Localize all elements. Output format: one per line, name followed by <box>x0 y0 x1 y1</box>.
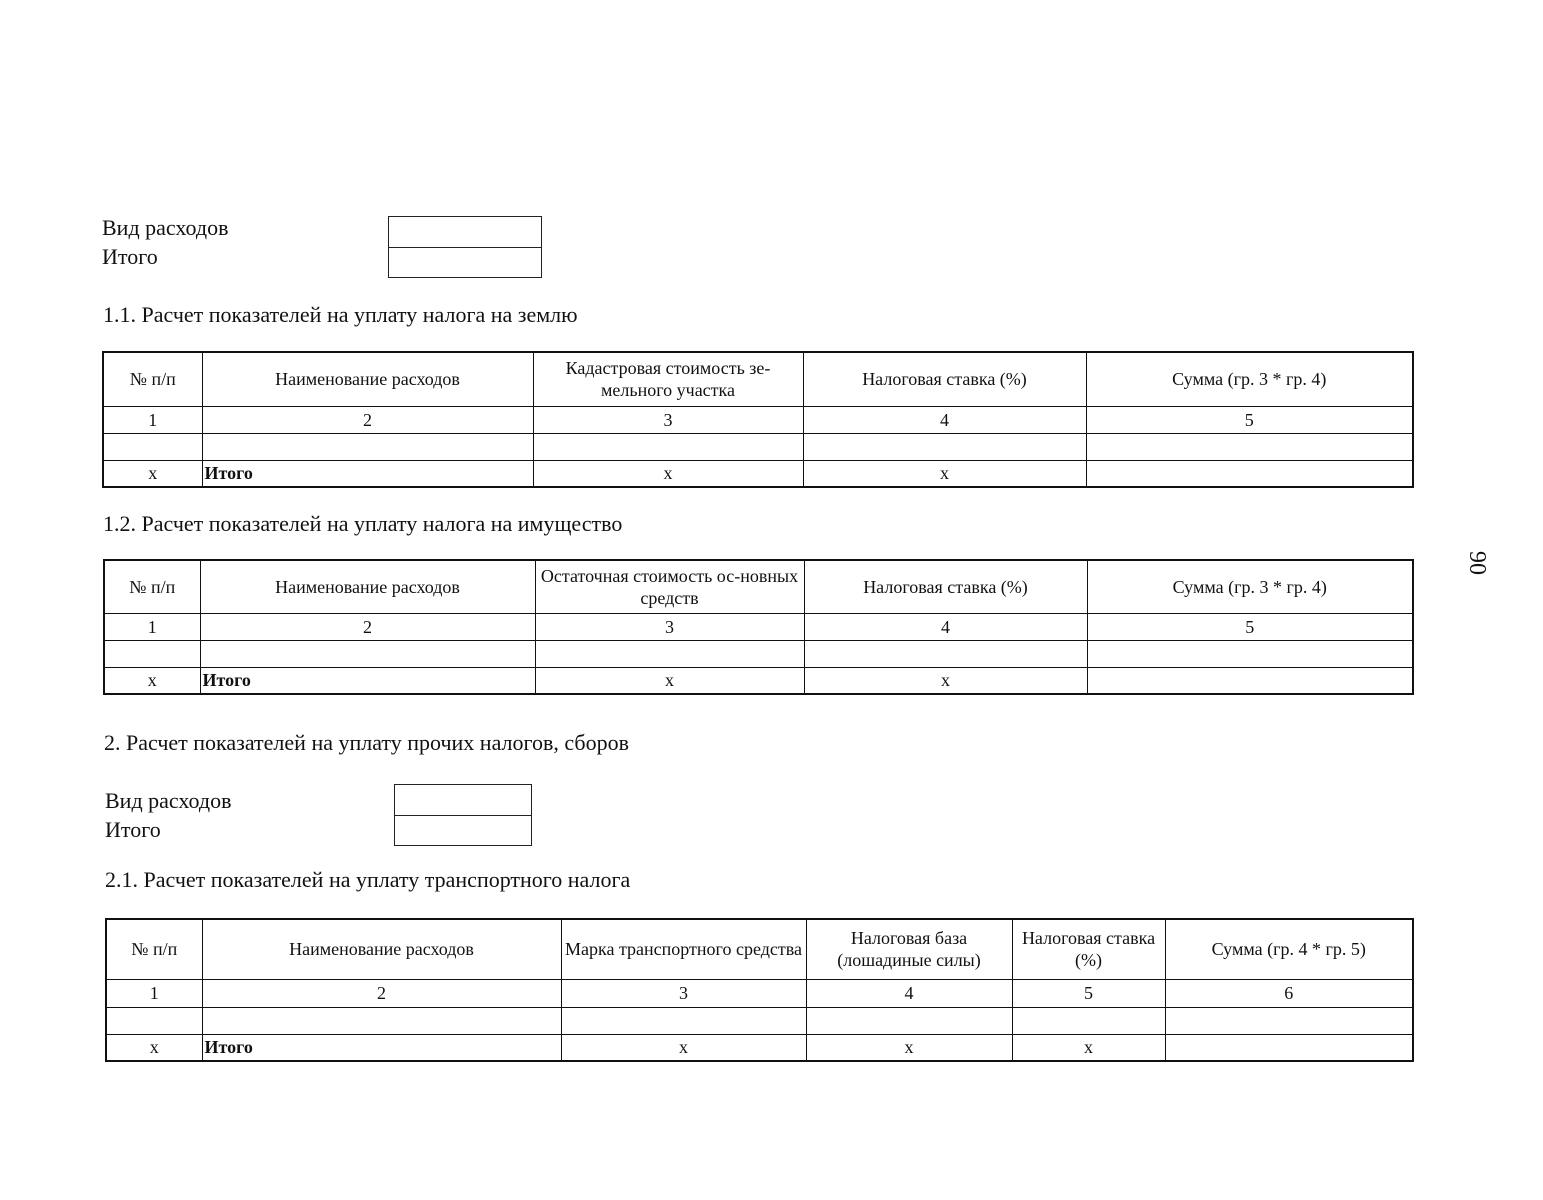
col-number-cell: 5 <box>1012 979 1165 1007</box>
section-1-1-title: 1.1. Расчет показателей на уплату налога на землю <box>103 302 578 327</box>
table-cell[interactable] <box>1012 1007 1165 1034</box>
header-cell: № п/п <box>104 560 200 613</box>
transport-tax-table <box>105 918 1414 1062</box>
table-cell[interactable] <box>1087 640 1413 667</box>
total-row <box>103 460 1413 487</box>
total-row <box>104 667 1413 694</box>
column-number-row <box>106 979 1413 1007</box>
table-cell[interactable] <box>533 433 803 460</box>
table-cell[interactable] <box>535 640 804 667</box>
total-cell: x <box>103 460 202 487</box>
table-cell[interactable] <box>803 433 1086 460</box>
col-number-cell: 2 <box>202 979 561 1007</box>
total-sum-cell[interactable] <box>1086 460 1413 487</box>
header-cell: № п/п <box>103 352 202 406</box>
col-number-cell: 4 <box>803 406 1086 433</box>
header-cell: Наименование расходов <box>200 560 535 613</box>
total-label: Итого <box>202 1034 561 1061</box>
column-number-row <box>104 613 1413 640</box>
total-sum-cell[interactable] <box>1087 667 1413 694</box>
header-cell: Налоговая база (лошадиные силы) <box>806 919 1012 979</box>
col-number-cell: 1 <box>106 979 202 1007</box>
itogo-label: Итого <box>102 244 158 269</box>
col-number-cell: 4 <box>804 613 1087 640</box>
section-1-2-title: 1.2. Расчет показателей на уплату налога на имущество <box>103 511 623 536</box>
total-cell: x <box>804 667 1087 694</box>
table-row <box>103 433 1413 460</box>
column-number-row <box>103 406 1413 433</box>
total-cell: x <box>806 1034 1012 1061</box>
header-cell: Наименование расходов <box>202 352 533 406</box>
page-number: 90 <box>1464 551 1490 575</box>
table-cell[interactable] <box>561 1007 806 1034</box>
header-cell: Остаточная стоимость ос-новных средств <box>535 560 804 613</box>
col-number-cell: 2 <box>202 406 533 433</box>
header-cell: Марка транспортного средства <box>561 919 806 979</box>
vid-rashodov-label: Вид расходов <box>105 788 232 813</box>
col-number-cell: 6 <box>1165 979 1413 1007</box>
total-cell: x <box>106 1034 202 1061</box>
table-header-row <box>104 560 1413 613</box>
col-number-cell: 1 <box>104 613 200 640</box>
vid-rashodov-input-box[interactable] <box>388 216 542 278</box>
total-label: Итого <box>202 460 533 487</box>
col-number-cell: 5 <box>1087 613 1413 640</box>
section-2-1-title: 2.1. Расчет показателей на уплату транспортного налога <box>105 867 631 892</box>
total-cell: x <box>533 460 803 487</box>
header-cell: Наименование расходов <box>202 919 561 979</box>
total-sum-cell[interactable] <box>1165 1034 1413 1061</box>
table-cell[interactable] <box>1165 1007 1413 1034</box>
total-cell: x <box>561 1034 806 1061</box>
total-cell: x <box>803 460 1086 487</box>
table-header-row <box>106 919 1413 979</box>
col-number-cell: 4 <box>806 979 1012 1007</box>
table-cell[interactable] <box>202 1007 561 1034</box>
itogo-label: Итого <box>105 817 161 842</box>
land-tax-table <box>102 351 1414 488</box>
table-cell[interactable] <box>103 433 202 460</box>
col-number-cell: 3 <box>533 406 803 433</box>
vid-rashodov-input-box[interactable] <box>394 784 532 846</box>
vid-rashodov-label: Вид расходов <box>102 215 229 240</box>
header-cell: Сумма (гр. 3 * гр. 4) <box>1086 352 1413 406</box>
total-cell: x <box>1012 1034 1165 1061</box>
col-number-cell: 5 <box>1086 406 1413 433</box>
table-cell[interactable] <box>806 1007 1012 1034</box>
property-tax-table <box>103 559 1414 695</box>
table-cell[interactable] <box>1086 433 1413 460</box>
header-cell: Сумма (гр. 3 * гр. 4) <box>1087 560 1413 613</box>
col-number-cell: 2 <box>200 613 535 640</box>
table-header-row <box>103 352 1413 406</box>
total-cell: x <box>535 667 804 694</box>
table-cell[interactable] <box>202 433 533 460</box>
col-number-cell: 1 <box>103 406 202 433</box>
col-number-cell: 3 <box>535 613 804 640</box>
col-number-cell: 3 <box>561 979 806 1007</box>
header-cell: Кадастровая стоимость зе-мельного участка <box>533 352 803 406</box>
header-cell: Налоговая ставка (%) <box>803 352 1086 406</box>
header-cell: Налоговая ставка (%) <box>804 560 1087 613</box>
table-cell[interactable] <box>804 640 1087 667</box>
table-cell[interactable] <box>200 640 535 667</box>
header-cell: Налоговая ставка (%) <box>1012 919 1165 979</box>
section-2-title: 2. Расчет показателей на уплату прочих налогов, сборов <box>104 730 629 755</box>
table-cell[interactable] <box>104 640 200 667</box>
table-row <box>106 1007 1413 1034</box>
total-label: Итого <box>200 667 535 694</box>
table-row <box>104 640 1413 667</box>
table-cell[interactable] <box>106 1007 202 1034</box>
total-row <box>106 1034 1413 1061</box>
header-cell: Сумма (гр. 4 * гр. 5) <box>1165 919 1413 979</box>
total-cell: x <box>104 667 200 694</box>
header-cell: № п/п <box>106 919 202 979</box>
